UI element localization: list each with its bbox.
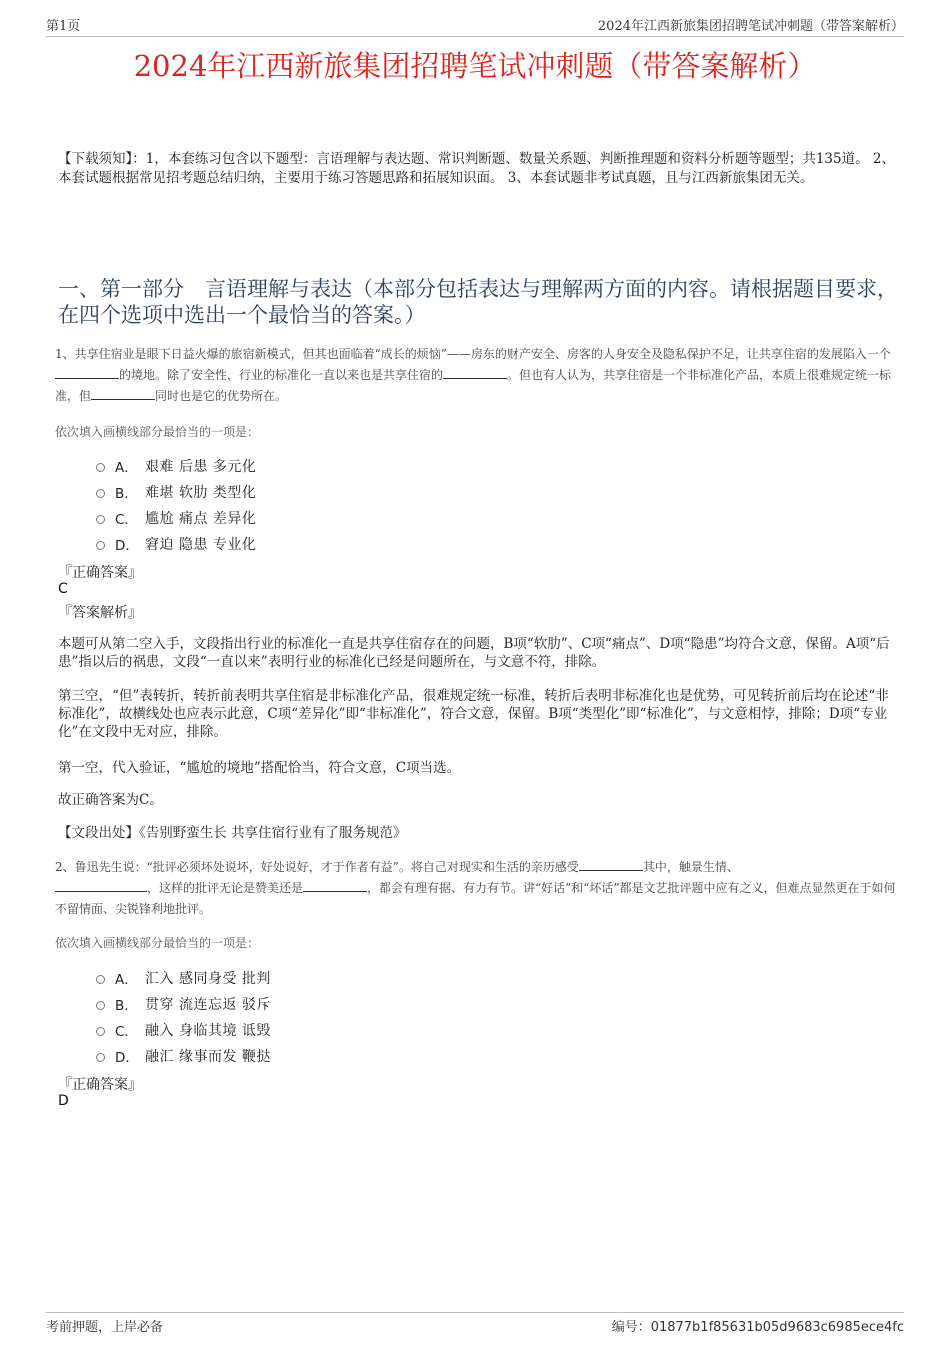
option-b[interactable]: B． 难堪 软肋 类型化 xyxy=(96,479,256,505)
radio-icon[interactable] xyxy=(96,1027,105,1036)
blank-1 xyxy=(579,858,643,871)
radio-icon[interactable] xyxy=(96,463,105,472)
footer-doc-id: 编号：01877b1f85631b05d9683c6985ece4fc xyxy=(611,1320,904,1335)
question-1-options xyxy=(96,453,256,557)
question-1-prompt: 依次填入画横线部分最恰当的一项是： xyxy=(55,425,260,439)
option-b[interactable]: B． 贯穿 流连忘返 驳斥 xyxy=(96,991,271,1017)
analysis-paragraph-2: 第三空，“但”表转折，转折前表明共享住宿是非标准化产品，很难规定统一标准，转折后表明非标准化也是优势，可见转折前后均在论述“非标准化”，故横线处也应表示此意，C项“差异化”即“非标准化”，符合文意，保留。B项“类型化”即“标准化”，与文意相悖，排除；D项“专业化”在文段中无对应，排除。 xyxy=(58,688,889,740)
question-2-text: 2、鲁迅先生说：“批评必须坏处说坏，好处说好，才于作者有益”。将自己对现实和生活的亲历感受 其中，触景生情、 ，这样的批评无论是赞美还是 ，都会有理有据、有力有节。讲“好话”和“坏话”都是文艺批评题中应有之义，但难点显然更在于如何不留情面、尖锐锋利地批评。 xyxy=(55,860,896,916)
option-d[interactable]: D． 融汇 缘事而发 鞭挞 xyxy=(96,1043,271,1069)
blank-1 xyxy=(55,366,119,379)
footer-slogan: 考前押题，上岸必备 xyxy=(46,1320,164,1335)
source-citation: 【文段出处】《告别野蛮生长 共享住宿行业有了服务规范》 xyxy=(58,825,407,841)
download-notice: 【下载须知】：1，本套练习包含以下题型：言语理解与表达题、常识判断题、数量关系题、判断推理题和资料分析题等题型；共135道。 2、本套试题根据常见招考题总结归纳，主要用于练习答题思路和拓展知识面。 3、本套试题非考试真题，且与江西新旅集团无关。 xyxy=(58,151,895,186)
radio-icon[interactable] xyxy=(96,515,105,524)
page-number: 第1页 xyxy=(46,19,81,34)
option-d[interactable]: D． 窘迫 隐患 专业化 xyxy=(96,531,256,557)
question-2-prompt: 依次填入画横线部分最恰当的一项是： xyxy=(55,936,260,950)
page-header xyxy=(46,16,904,37)
page-footer xyxy=(46,1312,904,1335)
question-1-text: 1、共享住宿业是眼下日益火爆的旅宿新模式，但其也面临着“成长的烦恼”——房东的财产安全、房客的人身安全及隐私保护不足，让共享住宿的发展陷入一个的境地。除了安全性，行业的标准化一直以来也是共享住宿的 。但也有人认为，共享住宿是一个非标准化产品，本质上很难规定统一标准，但 同时也是它的优势所在。 xyxy=(55,347,892,403)
analysis-paragraph-4: 故正确答案为C。 xyxy=(58,792,163,808)
radio-icon[interactable] xyxy=(96,541,105,550)
analysis-paragraph-1: 本题可从第二空入手，文段指出行业的标准化一直是共享住宿存在的问题，B项“软肋”、C项“痛点”、D项“隐患”均符合文意，保留。A项“后患”指以后的祸患，文段“一直以来”表明行业的标准化已经是问题所在，与文意不符，排除。 xyxy=(58,636,890,670)
answer-label: 『正确答案』 xyxy=(58,565,142,581)
analysis-label: 『答案解析』 xyxy=(58,605,142,621)
radio-icon[interactable] xyxy=(96,489,105,498)
option-a[interactable]: A． 汇入 感同身受 批判 xyxy=(96,965,271,991)
analysis-paragraph-3: 第一空，代入验证，“尴尬的境地”搭配恰当，符合文意，C项当选。 xyxy=(58,760,461,776)
document-title: 2024年江西新旅集团招聘笔试冲刺题（带答案解析） xyxy=(133,49,817,83)
answer-value: D xyxy=(58,1093,69,1109)
answer-label: 『正确答案』 xyxy=(58,1077,142,1093)
option-c[interactable]: C． 融入 身临其境 诋毁 xyxy=(96,1017,271,1043)
blank-2 xyxy=(443,366,507,379)
radio-icon[interactable] xyxy=(96,975,105,984)
option-a[interactable]: A． 艰难 后患 多元化 xyxy=(96,453,256,479)
option-c[interactable]: C． 尴尬 痛点 差异化 xyxy=(96,505,256,531)
header-doc-title: 2024年江西新旅集团招聘笔试冲刺题（带答案解析） xyxy=(597,19,904,34)
radio-icon[interactable] xyxy=(96,1053,105,1062)
radio-icon[interactable] xyxy=(96,1001,105,1010)
question-2-options xyxy=(96,965,271,1069)
answer-value: C xyxy=(58,581,68,597)
blank-3 xyxy=(91,387,155,400)
blank-3 xyxy=(303,879,367,892)
section-title: 一、第一部分 言语理解与表达（本部分包括表达与理解两方面的内容。请根据题目要求，在四个选项中选出一个最恰当的答案。） xyxy=(58,277,898,327)
blank-2 xyxy=(55,879,147,892)
